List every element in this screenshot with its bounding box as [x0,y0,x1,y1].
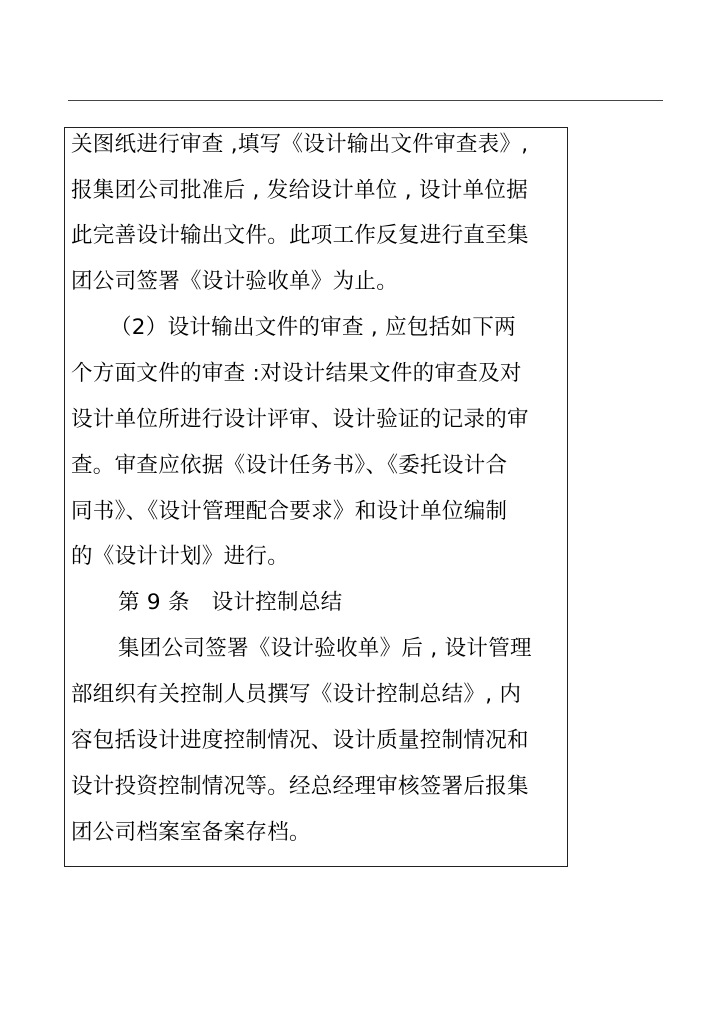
text-line: 的《设计计划》进行。 [71,544,290,569]
text-line: 设计单位所进行设计评审、设计验证的记录的审 [71,407,529,432]
text-line: 团公司签署《设计验收单》为止。 [71,269,399,294]
text-line: 报集团公司批准后 , 发给设计单位 , 设计单位据 [71,178,529,203]
paragraph-start: 集团公司签署《设计验收单》后 , 设计管理 [118,636,532,661]
text-line: 查。审查应依据《设计任务书》、《委托设计合 [71,453,508,478]
text-line: 个方面文件的审查 :对设计结果文件的审查及对 [71,361,522,386]
paragraph-start: （2）设计输出文件的审查 , 应包括如下两 [110,315,516,340]
text-line: 容包括设计进度控制情况、设计质量控制情况和 [71,728,529,753]
text-line: 此完善设计输出文件。此项工作反复进行直至集 [71,223,529,248]
text-line: 同书》、《设计管理配合要求》和设计单位编制 [71,499,508,524]
text-line: 关图纸进行审查 ,填写《设计输出文件审查表》, [71,132,529,157]
text-line: 设计投资控制情况等。经总经理审核签署后报集 [71,774,529,799]
section-heading: 第 9 条 设计控制总结 [118,590,343,615]
text-line: 团公司档案室备案存档。 [71,820,311,845]
header-rule [68,100,663,101]
text-line: 部组织有关控制人员撰写《设计控制总结》, 内 [71,682,522,707]
